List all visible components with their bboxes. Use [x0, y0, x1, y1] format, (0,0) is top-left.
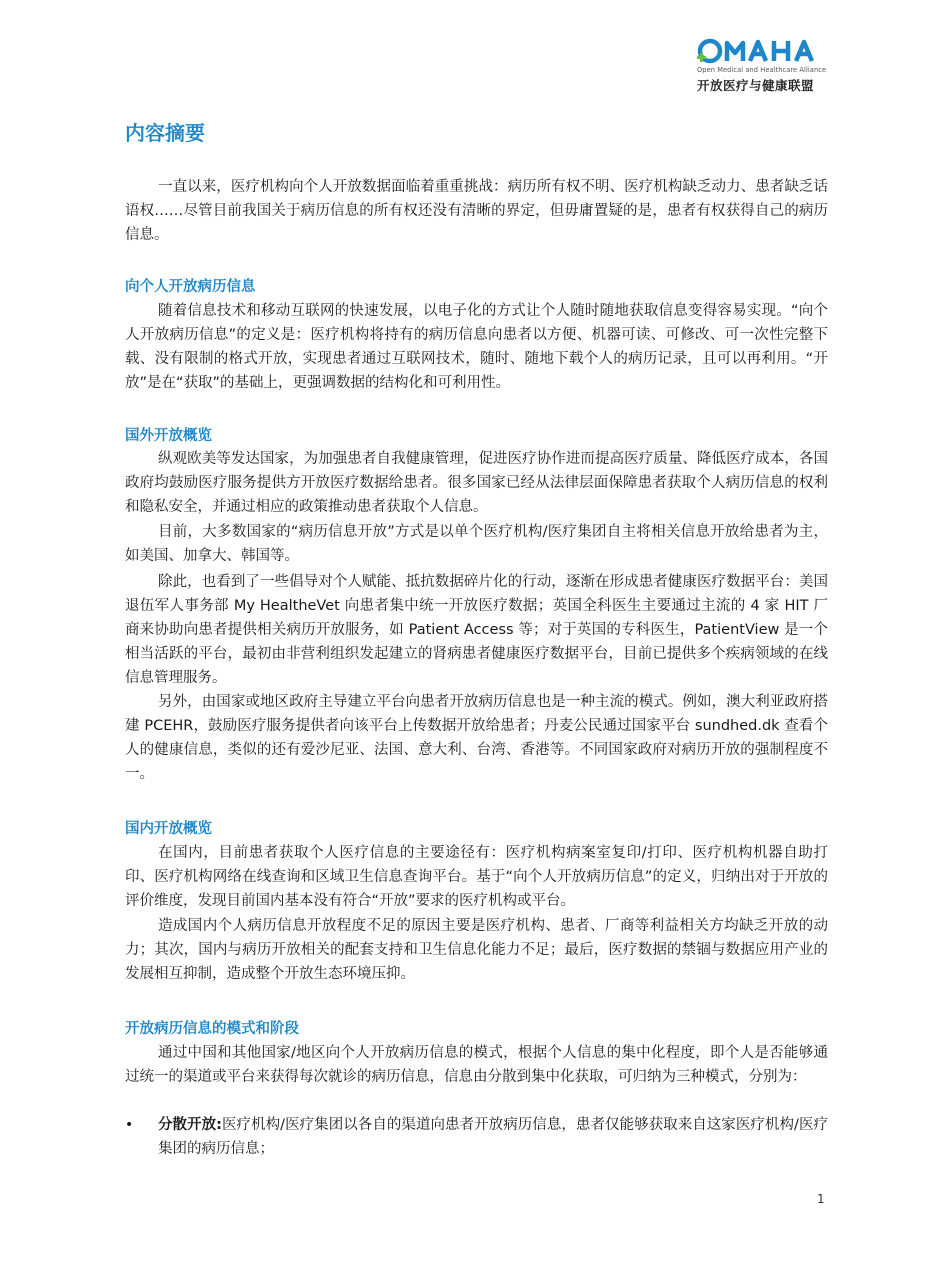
omaha-logo	[697, 38, 832, 96]
paragraph: 目前，大多数国家的“病历信息开放”方式是以单个医疗机构/医疗集团自主将相关信息开放给患者为主，如美国、加拿大、韩国等。	[125, 524, 828, 564]
paragraph: 另外，由国家或地区政府主导建立平台向患者开放病历信息也是一种主流的模式。例如，澳大利亚政府搭建 PCEHR，鼓励医疗服务提供者向该平台上传数据开放给患者；丹麦公民通过国家平台 sundhed.dk 查看个人的健康信息，类似的还有爱沙尼亚、法国、意大利、台湾、香港等。不同国家政府对病历开放的强制程度不一。	[125, 694, 828, 782]
paragraph: 随着信息技术和移动互联网的快速发展，以电子化的方式让个人随时随地获取信息变得容易实现。“向个人开放病历信息”的定义是：医疗机构将持有的病历信息向患者以方便、机器可读、可修改、可一次性完整下载、没有限制的格式开放，实现患者通过互联网技术，随时、随地下载个人的病历记录，且可以再利用。“开放”是在“获取”的基础上，更强调数据的结构化和可利用性。	[125, 303, 828, 391]
paragraph: 造成国内个人病历信息开放程度不足的原因主要是医疗机构、患者、厂商等利益相关方均缺乏开放的动力；其次，国内与病历开放相关的配套支持和卫生信息化能力不足；最后，医疗数据的禁锢与数据应用产业的发展相互抑制，造成整个开放生态环境压抑。	[125, 918, 828, 982]
paragraph: 通过中国和其他国家/地区向个人开放病历信息的模式，根据个人信息的集中化程度，即个人是否能够通过统一的渠道或平台来获得每次就诊的病历信息，信息由分散到集中化获取，可归纳为三种模式，分别为：	[125, 1045, 828, 1085]
page-title: 内容摘要	[125, 121, 205, 145]
paragraph: 除此，也看到了一些倡导对个人赋能、抵抗数据碎片化的行动，逐渐在形成患者健康医疗数据平台：美国退伍军人事务部 My HealtheVet 向患者集中统一开放医疗数据；英国全科医生主要通过主流的 4 家 HIT 厂商来协助向患者提供相关病历开放服务，如 Patient Access 等；对于英国的专科医生，PatientView 是一个相当活跃的平台，最初由非营利组织发起建立的肾病患者健康医疗数据平台，目前已提供多个疾病领域的在线信息管理服务。	[125, 574, 828, 686]
paragraph: 在国内，目前患者获取个人医疗信息的主要途径有：医疗机构病案室复印/打印、医疗机构机器自助打印、医疗机构网络在线查询和区域卫生信息查询平台。基于“向个人开放病历信息”的定义，归纳出对于开放的评价维度，发现目前国内基本没有符合“开放”要求的医疗机构或平台。	[125, 845, 828, 909]
logo-subtitle: Open Medical and Healthcare Alliance	[697, 66, 827, 74]
section-heading: 向个人开放病历信息	[125, 279, 256, 295]
intro-paragraph: 一直以来，医疗机构向个人开放数据面临着重重挑战：病历所有权不明、医疗机构缺乏动力、患者缺乏话语权……尽管目前我国关于病历信息的所有权还没有清晰的界定，但毋庸置疑的是，患者有权获得自己的病历信息。	[125, 179, 828, 243]
omaha-logo-mark	[697, 38, 832, 66]
bullet-icon: •	[125, 1117, 134, 1133]
section-heading: 国外开放概览	[125, 428, 212, 444]
bullet-item	[125, 1113, 828, 1161]
section-heading: 国内开放概览	[125, 821, 212, 837]
page-number: 1	[817, 1192, 825, 1206]
bullet-description: 医疗机构/医疗集团以各自的渠道向患者开放病历信息，患者仅能够获取来自这家医疗机构/医疗集团的病历信息；	[158, 1117, 828, 1157]
section-heading: 开放病历信息的模式和阶段	[125, 1021, 299, 1037]
logo-chinese-name: 开放医疗与健康联盟	[697, 78, 815, 93]
paragraph: 纵观欧美等发达国家，为加强患者自我健康管理，促进医疗协作进而提高医疗质量、降低医疗成本，各国政府均鼓励医疗服务提供方开放医疗数据给患者。很多国家已经从法律层面保障患者获取个人病历信息的权利和隐私安全，并通过相应的政策推动患者获取个人信息。	[125, 451, 828, 515]
bullet-text	[158, 1113, 828, 1161]
bullet-term: 分散开放:	[158, 1117, 222, 1133]
